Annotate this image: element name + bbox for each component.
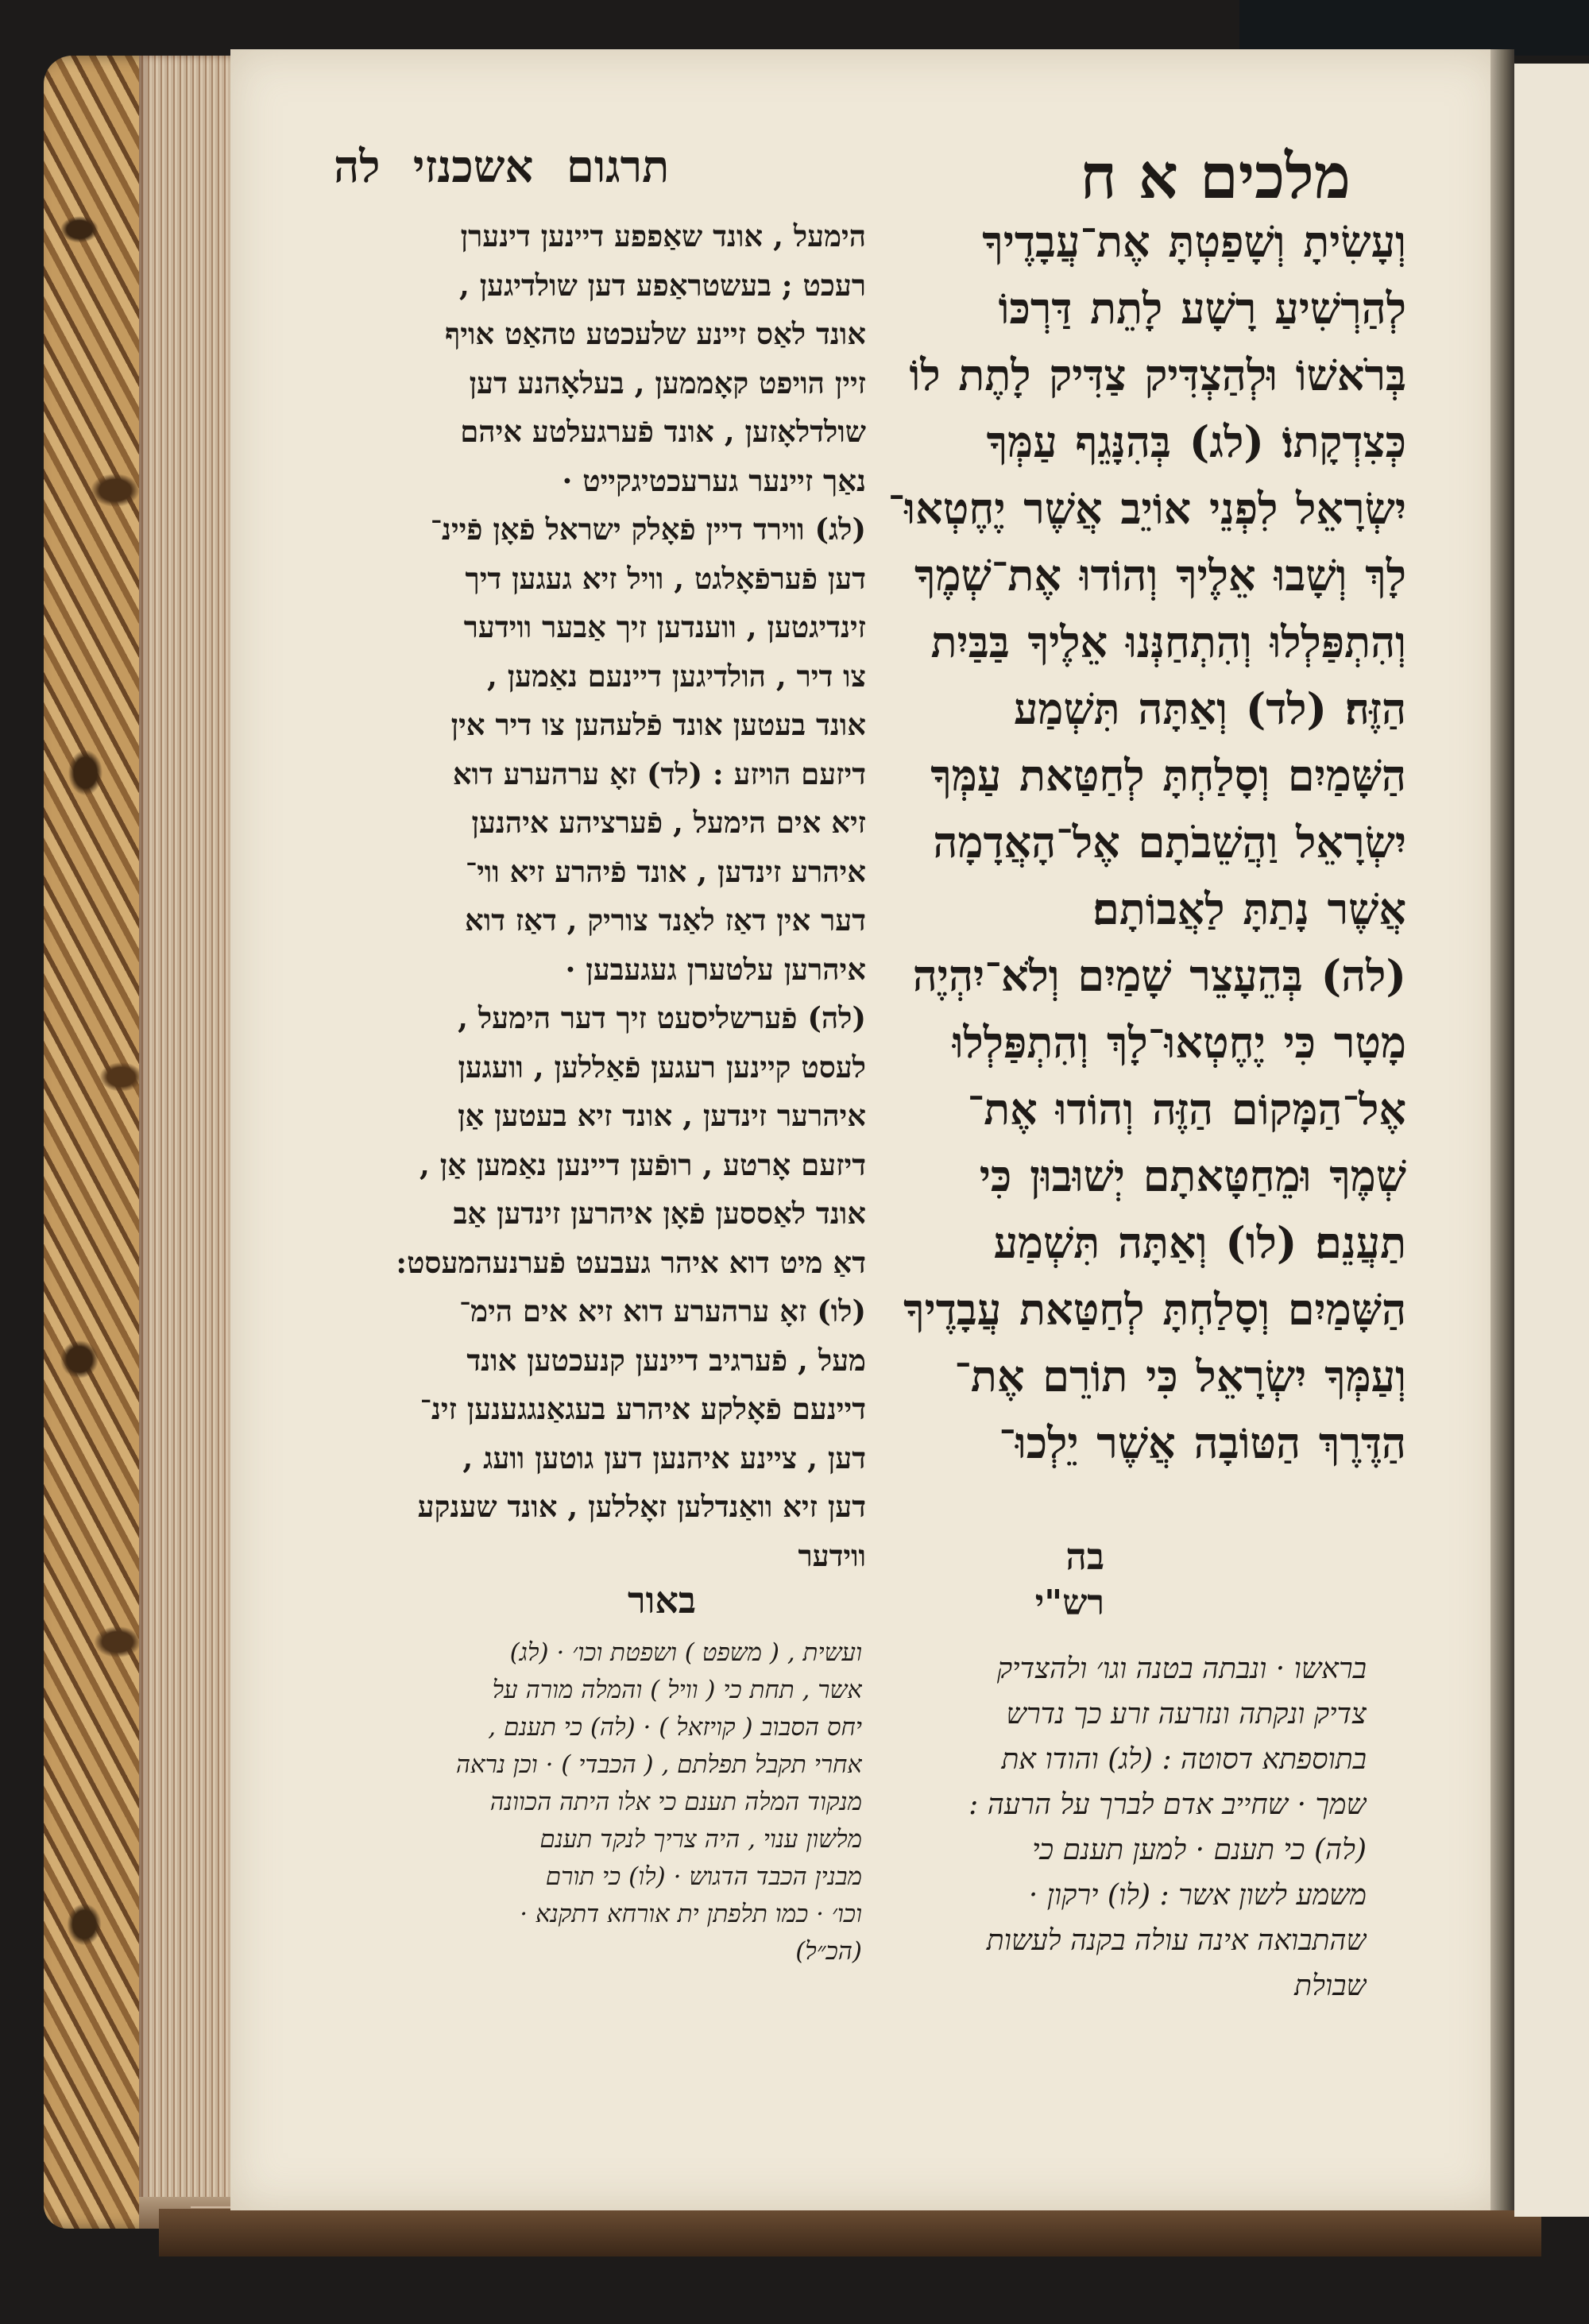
translation-line: זיין הויפט קאָממען , בעלאָהנע דען — [469, 365, 866, 400]
translation-line: דען זיא וואַנדלען זאָללען , אונד שענקע — [417, 1489, 866, 1524]
translation-line: רעכט ; בעשטראַפע דען שולדיגען , — [458, 267, 866, 303]
rashi-line: בתוספתא דסוטה : (לג) והודו את — [1001, 1743, 1367, 1776]
rashi-line: בראשו · ונבתה בטנה וגו׳ ולהצדיק — [996, 1653, 1367, 1685]
hebrew-text-line: וְהִתְפַּלְלוּ וְהִתְחַנְּנוּ אֵלֶיךָ בַּבַּיִת — [930, 617, 1406, 667]
page-stack-edge — [139, 56, 238, 2229]
translation-line: איהרע זינדען , אונד פֿיהרע זיא ווי־ — [465, 853, 866, 889]
translation-line: הימעל , אונד שאַפפע דיינען דינערן — [460, 218, 866, 253]
book-cover-bottom — [159, 2209, 1541, 2256]
hebrew-text-line: תַעֲנֵם׃ (לו) וְאַתָּה תִּשְׁמַע — [993, 1217, 1406, 1268]
hebrew-text-line: בְּרֹאשׁוֹ וּלְהַצְדִּיק צַדִּיק לָתֶת לוֹ — [909, 350, 1406, 400]
translation-line: אונד לאַססען פֿאָן איהרען זינדען אַב — [453, 1196, 866, 1231]
hebrew-text-line: לְהַרְשִׁיעַ רָשָׁע לָתֵת דַּרְכּוֹ — [998, 283, 1406, 334]
facing-page — [1514, 64, 1589, 2217]
hebrew-text-line: שְׁמֶךָ וּמֵחַטָּאתָם יְשׁוּבוּן כִּי — [979, 1150, 1406, 1201]
translation-line: ווידער — [798, 1537, 866, 1573]
hebrew-text-column — [850, 208, 1406, 1476]
hebrew-text-line: אֲשֶׁר נָתַתָּ לַאֲבוֹתָם׃ — [1092, 884, 1406, 934]
translation-line: (לג) ווירד דיין פֿאָלק ישראל פֿאָן פֿיינ־ — [430, 512, 866, 547]
translation-line: זינדיגטען , ווענדען זיך אַבער ווידער — [463, 609, 866, 644]
biur-line: וכו׳ · כמו תלפתן ית אורחא דתקנא · — [520, 1900, 862, 1928]
hebrew-text-line: יִשְׂרָאֵל לִפְנֵי אוֹיֵב אֲשֶׁר יֶחֶטְאוּ־ — [887, 483, 1406, 534]
translation-line: צו דיר , הולדיגען דיינעם נאַמען , — [486, 658, 866, 694]
biur-commentary — [338, 1634, 862, 1970]
hebrew-text-line: וְעָשִׂיתָ וְשָׁפַטְתָּ אֶת־עֲבָדֶיךָ — [982, 216, 1406, 267]
rashi-line: שמך · שחייב אדם לברך על הרעה : — [968, 1788, 1367, 1821]
biur-line: מבנין הכבד הדגוש · (לו) כי תורם — [545, 1862, 862, 1891]
hebrew-text-line: לָךְ וְשָׁבוּ אֵלֶיךָ וְהוֹדוּ אֶת־שְׁמֶךָ — [914, 550, 1406, 601]
translation-line: מעל , פֿערגיב דיינען קנעכטען אונד — [466, 1342, 866, 1378]
hebrew-text-line: כְּצִדְקָתוֹ׃ (לג) בְּהִנָּגֵף עַמְּךָ — [986, 416, 1406, 467]
running-head-right: מלכים א ח — [1080, 141, 1351, 213]
translation-line: דען , ציינע איהנען דען גוטען וועג , — [462, 1440, 866, 1475]
translation-line: זיא אים הימעל , פֿערציהע איהנען — [471, 805, 866, 840]
hebrew-text-line: אֶל־הַמָּקוֹם הַזֶּה וְהוֹדוּ אֶת־ — [967, 1084, 1406, 1135]
translation-line: (לה) פֿערשליסעט זיך דער הימעל , — [458, 1000, 866, 1035]
biur-line: ועשית , ( משפט ) ושפטת וכו׳ · (לג) — [509, 1638, 862, 1667]
translation-column — [318, 212, 866, 1580]
rashi-line: שבולת — [1294, 1970, 1367, 2002]
translation-line: דיזעם אָרטע , רופֿען דיינען נאַמען אַן , — [419, 1147, 866, 1182]
translation-line: איהרער זינדען , אונד זיא בעטען אַן — [458, 1098, 866, 1133]
translation-line: לעסט קיינען רעגען פֿאַללען , וועגען — [458, 1049, 866, 1085]
biur-line: (הכ״ל) — [795, 1937, 862, 1966]
hebrew-text-line: הַזֶּה׃ (לד) וְאַתָּה תִּשְׁמַע — [1013, 683, 1406, 734]
background-strip — [1239, 0, 1589, 56]
translation-line: דיינעם פֿאָלקע איהרע בעגאַנגגענען זינ־ — [419, 1391, 866, 1426]
translation-line: אונד בעטען אונד פֿלעהען צו דיר אין — [450, 707, 866, 742]
rashi-heading: רש"י — [1034, 1583, 1104, 1623]
hebrew-text-line: (לה) בְּהֵעָצֵר שָׁמַיִם וְלֹא־יִהְיֶה — [912, 950, 1406, 1001]
rashi-commentary — [858, 1646, 1367, 2009]
hebrew-text-line: הַשָּׁמַיִם וְסָלַחְתָּ לְחַטַּאת עַמְּךָ — [930, 750, 1406, 801]
book-gutter — [1490, 49, 1514, 2210]
hebrew-text-line: מָטָר כִּי יֶחֶטְאוּ־לָךְ וְהִתְפַּלְלוּ — [952, 1017, 1406, 1068]
biur-line: מנקוד המלה תענם כי אלו היתה הכוונה — [489, 1788, 862, 1816]
translation-line: דיזעם הויזע : (לד) זאָ ערהערע דוא — [452, 756, 866, 791]
translation-line: (לו) זאָ ערהערע דוא זיא אים הימ־ — [458, 1293, 866, 1328]
biur-line: אשר , תחת כי ( וויל ) והמלה מורה על — [492, 1676, 862, 1704]
biur-line: יחס הסבוב ( קויזאל ) · (לה) כי תענם , — [488, 1713, 862, 1742]
rashi-line: שהתבואה אינה עולה בקנה לעשות — [986, 1924, 1367, 1957]
hebrew-text-line: הַדֶּרֶךְ הַטּוֹבָה אֲשֶׁר יֵלְכוּ־ — [999, 1417, 1406, 1468]
book-page — [230, 49, 1502, 2210]
translation-line: נאַך זיינער גערעכטיגקייט · — [562, 462, 866, 498]
running-head-left: תרגום אשכנזי לה — [334, 141, 670, 193]
hebrew-text-line: הַשָּׁמַיִם וְסָלַחְתָּ לְחַטַּאת עֲבָדֶיךָ — [903, 1284, 1406, 1335]
translation-line: דען פֿערפֿאָלגט , וויל זיא געגען דיך — [465, 560, 866, 596]
rashi-line: (לה) כי תענם · למען תענם כי — [1032, 1834, 1367, 1866]
translation-line: איהרען עלטערן געגעבען · — [565, 951, 866, 987]
biur-line: אחרי תקבל תפלתם , ( הכבדי ) · וכן נראה — [455, 1750, 862, 1779]
translation-line: שולדלאָזען , אונד פֿערגעלטע איהם — [460, 414, 866, 449]
biur-heading: באור — [628, 1579, 697, 1622]
catchword: בה — [1065, 1535, 1104, 1578]
translation-line: דאַ מיט דוא איהר געבעט פֿערנעהמעסט: — [396, 1244, 866, 1280]
rashi-line: צדיק ונקתה ונזרעה זרע כך נדרש — [1006, 1698, 1367, 1730]
hebrew-text-line: וְעַמְּךָ יִשְׂרָאֵל כִּי תוֹרֵם אֶת־ — [954, 1351, 1406, 1402]
translation-line: דער אין דאַז לאַנד צוריק , דאַז דוא — [464, 903, 866, 938]
biur-line: מלשון ענוי , היה צריך לנקד תענם — [539, 1825, 862, 1854]
translation-line: אונד לאַס זיינע שלעכטע טהאַט אויף — [445, 316, 866, 351]
rashi-line: משמע לשון אשר : (לו) ירקון · — [1028, 1879, 1367, 1912]
hebrew-text-line: יִשְׂרָאֵל וַהֲשֵׁבֹתָם אֶל־הָאֲדָמָה — [933, 817, 1406, 868]
